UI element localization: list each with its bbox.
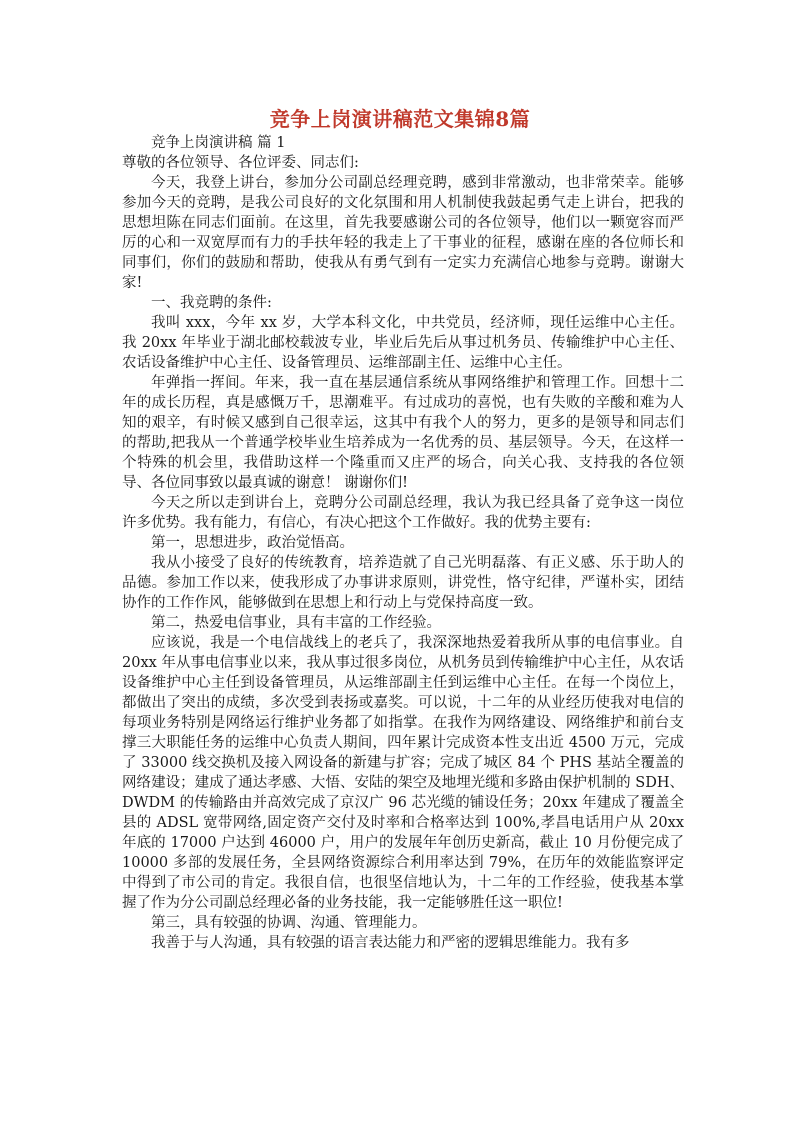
subheading: 第三，具有较强的协调、沟通、管理能力。: [151, 915, 427, 931]
paragraph: 今天之所以走到讲台上，竞聘分公司副总经理，我认为我已经具备了竞争这一岗位许多优势。我有能力，有信心，有决心把这个工作做好。我的优势主要有:: [122, 495, 684, 531]
section-heading: 竞争上岗演讲稿 篇 1: [151, 135, 286, 151]
paragraph: 我叫 xxx，今年 xx 岁，大学本科文化，中共党员，经济师，现任运维中心主任。我 20xx 年毕业于湖北邮校载波专业，毕业后先后从事过机务员、传输维护中心主任、农话设备维护中心主任、设备管理员、运维部副主任、运维中心主任。: [122, 315, 684, 371]
paragraph: 应该说，我是一个电信战线上的老兵了，我深深地热爱着我所从事的电信事业。自 20xx 年从事电信事业以来，我从事过很多岗位，从机务员到传输维护中心主任，从农话设备维护中心主任到设备管理员，从运维部副主任到运维中心主任。在每一个岗位上，都做出了突出的成绩，多次受到表扬或嘉奖。可以说，十二年的从业经历使我对电信的每项业务特别是网络运行维护业务都了如指掌。在我作为网络建设、网络维护和前台支撑三大职能任务的运维中心负责人期间，四年累计完成资本性支出近 4500 万元，完成了 33000 线交换机及接入网设备的新建与扩容；完成了城区 84 个 PHS 基站全覆盖的网络建设；建成了通达孝感、大悟、安陆的架空及地埋光缆和多路由保护机制的 SDH、DWDM 的传输路由并高效完成了京汉广 96 芯光缆的铺设任务；20xx 年建成了覆盖全县的 ADSL 宽带网络,固定资产交付及时率和合格率达到 100%,孝昌电话用户从 20xx 年底的 17000 户达到 46000 户，用户的发展年年创历史新高，截止 10 月份便完成了 10000 多部的发展任务，全县网络资源综合利用率达到 79%，在历年的效能监察评定中得到了市公司的肯定。我很自信，也很坚信地认为，十二年的工作经验，使我基本掌握了作为分公司副总经理必备的业务技能，我一定能够胜任这一职位!: [122, 635, 684, 911]
document-body: [122, 133, 684, 953]
subheading: 第一，思想进步，政治觉悟高。: [151, 535, 354, 551]
subheading: 一、我竞聘的条件:: [151, 295, 272, 311]
paragraph: 我从小接受了良好的传统教育，培养造就了自己光明磊落、有正义感、乐于助人的品德。参加工作以来，使我形成了办事讲求原则，讲党性，恪守纪律，严谨朴实，团结协作的工作作风，能够做到在思想上和行动上与党保持高度一致。: [122, 555, 684, 611]
document-title: 竞争上岗演讲稿范文集锦8篇: [269, 107, 531, 131]
paragraph: 我善于与人沟通，具有较强的语言表达能力和严密的逻辑思维能力。我有多: [151, 935, 630, 951]
paragraph: 年弹指一挥间。年来，我一直在基层通信系统从事网络维护和管理工作。回想十二年的成长历程，真是感慨万千，思潮难平。有过成功的喜悦，也有失败的辛酸和难为人知的艰辛，有时候又感到自己很幸运，这其中有我个人的努力，更多的是领导和同志们的帮助,把我从一个普通学校毕业生培养成为一名优秀的员、基层领导。今天，在这样一个特殊的机会里，我借助这样一个隆重而又庄严的场合，向关心我、支持我的各位领导、各位同事致以最真诚的谢意！ 谢谢你们!: [122, 375, 684, 491]
salutation: 尊敬的各位领导、各位评委、同志们:: [122, 155, 359, 171]
subheading: 第二，热爱电信事业，具有丰富的工作经验。: [151, 615, 441, 631]
paragraph: 今天，我登上讲台，参加分公司副总经理竞聘，感到非常激动，也非常荣幸。能够参加今天的竞聘，是我公司良好的文化氛围和用人机制使我鼓起勇气走上讲台，把我的思想坦陈在同志们面前。在这里，首先我要感谢公司的各位领导，他们以一颗宽容而严厉的心和一双宽厚而有力的手扶年轻的我走上了干事业的征程，感谢在座的各位师长和同事们，你们的鼓励和帮助，使我从有勇气到有一定实力充满信心地参与竞聘。谢谢大家!: [122, 175, 684, 291]
